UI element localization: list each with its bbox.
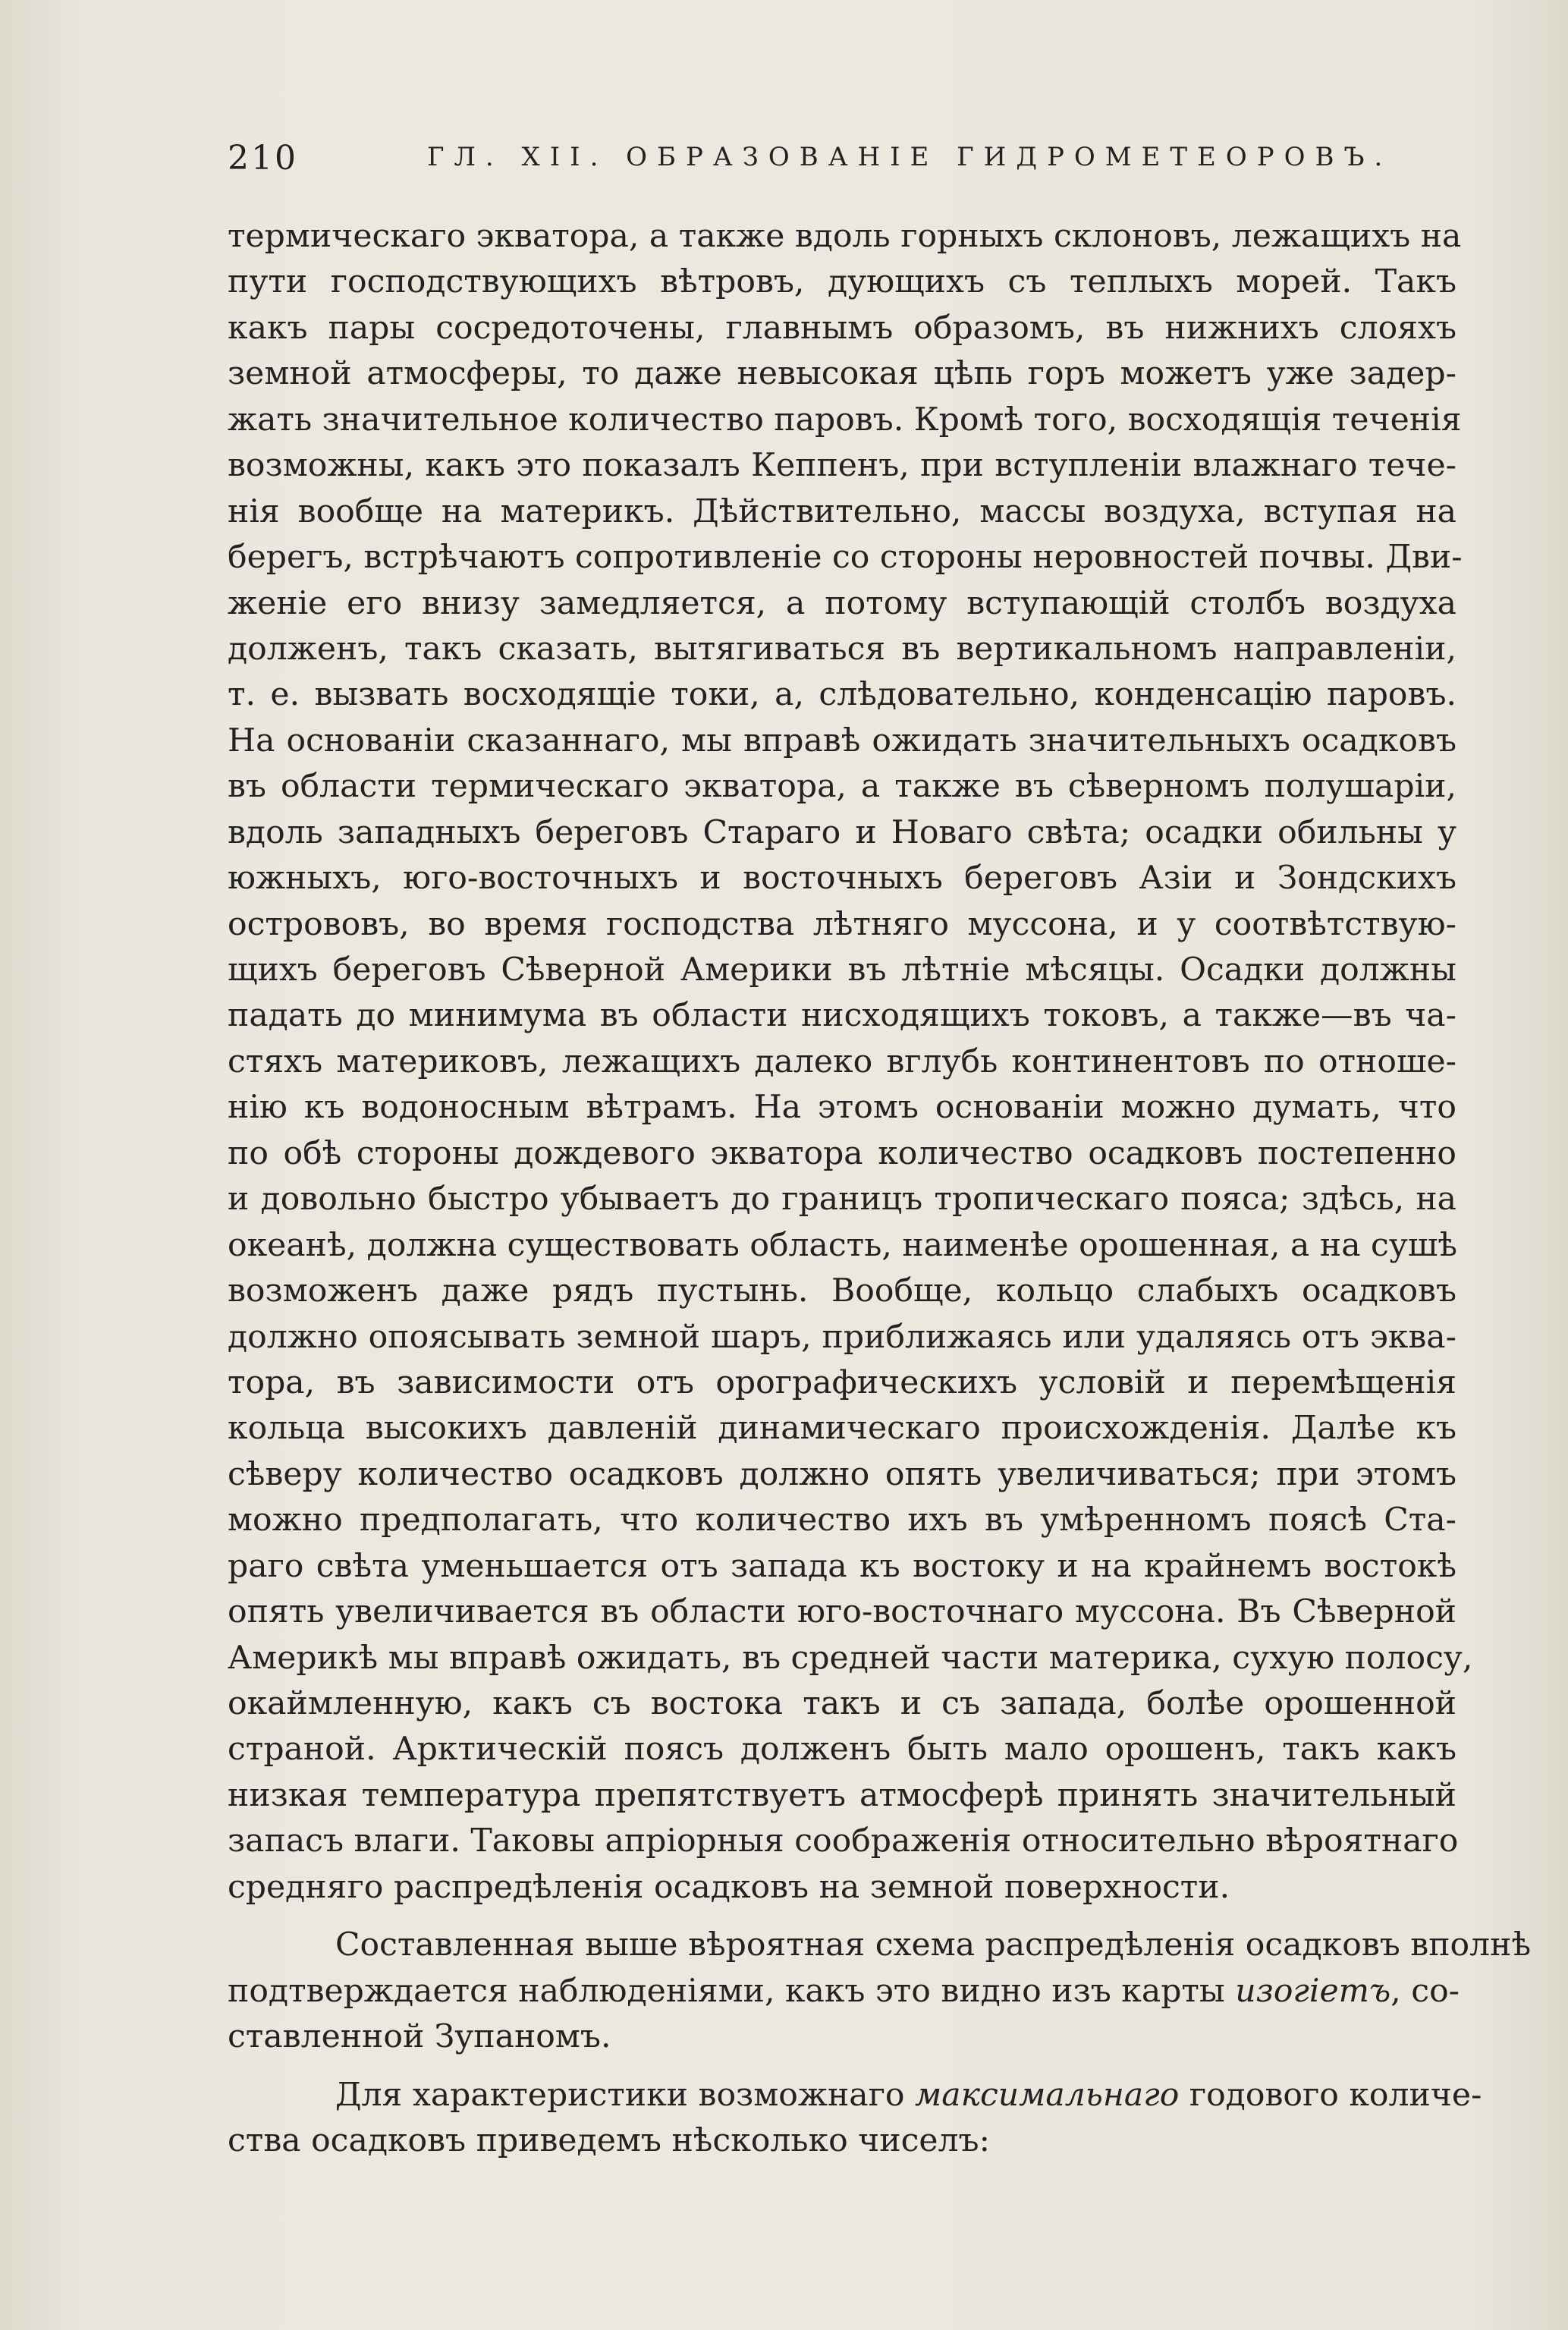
text-line: въ области термическаго экватора, а также въ сѣверномъ полушаріи,	[228, 768, 1456, 806]
text-line: т. е. вызвать восходящіе токи, а, слѣдовательно, конденсацію паровъ.	[228, 676, 1456, 714]
text-line: Составленная выше вѣроятная схема распредѣленія осадковъ вполнѣ	[335, 1926, 1532, 1964]
text-line: На основаніи сказаннаго, мы вправѣ ожидать значительныхъ осадковъ	[228, 722, 1456, 759]
text-line: ставленной Зупаномъ.	[228, 2018, 611, 2056]
text-line: Америкѣ мы вправѣ ожидать, въ средней части материка, сухую полосу,	[228, 1639, 1473, 1677]
text-line: сѣверу количество осадковъ должно опять увеличиваться; при этомъ	[228, 1455, 1456, 1493]
text-span: годового количе-	[1189, 2076, 1482, 2114]
paragraph-2	[228, 1923, 1532, 2060]
text-line: тора, въ зависимости отъ орографическихъ условій и перемѣщенія	[228, 1363, 1456, 1401]
page-number: 210	[228, 139, 298, 178]
text-line: по обѣ стороны дождевого экватора количество осадковъ постепенно	[228, 1134, 1456, 1172]
text-line: жать значительное количество паровъ. Кромѣ того, восходящія теченія	[228, 401, 1462, 439]
text-line: можно предполагать, что количество ихъ въ умѣренномъ поясѣ Ста-	[228, 1501, 1456, 1539]
text-line: пути господствующихъ вѣтровъ, дующихъ съ теплыхъ морей. Такъ	[228, 263, 1456, 301]
text-line: низкая температура препятствуетъ атмосферѣ принять значительный	[228, 1776, 1456, 1814]
text-line: средняго распредѣленія осадковъ на земной поверхности.	[228, 1868, 1230, 1906]
text-line: кольца высокихъ давленій динамическаго происхожденія. Далѣе къ	[228, 1410, 1456, 1448]
text-line: океанѣ, должна существовать область, наименѣе орошенная, а на сушѣ	[228, 1226, 1457, 1264]
text-line: какъ пары сосредоточены, главнымъ образомъ, въ нижнихъ слояхъ	[228, 309, 1456, 347]
page-header	[228, 139, 1456, 184]
text-line: возможенъ даже рядъ пустынь. Вообще, кольцо слабыхъ осадковъ	[228, 1272, 1456, 1310]
text-line: стяхъ материковъ, лежащихъ далеко вглубь континентовъ по отноше-	[228, 1042, 1456, 1080]
text-line: нія вообще на материкъ. Дѣйствительно, массы воздуха, вступая на	[228, 492, 1456, 530]
text-line	[228, 1969, 1460, 2014]
text-line: берегъ, встрѣчаютъ сопротивленіе со стороны неровностей почвы. Дви-	[228, 539, 1463, 577]
text-span: Для характеристики возможнаго	[335, 2076, 905, 2114]
text-line: женіе его внизу замедляется, а потому вступающій столбъ воздуха	[228, 584, 1456, 622]
text-line: термическаго экватора, а также вдоль горныхъ склоновъ, лежащихъ на	[228, 218, 1462, 255]
paragraph-1	[228, 214, 1473, 1910]
text-line: опять увеличивается въ области юго-восточнаго муссона. Въ Сѣверной	[228, 1593, 1456, 1631]
text-line: запасъ влаги. Таковы апріорныя соображенія относительно вѣроятнаго	[228, 1822, 1459, 1860]
text-line: и довольно быстро убываетъ до границъ тропическаго пояса; здѣсь, на	[228, 1181, 1456, 1218]
text-line: раго свѣта уменьшается отъ запада къ востоку и на крайнемъ востокѣ	[228, 1547, 1456, 1585]
text-span: , со-	[1390, 1972, 1460, 2010]
running-head: ГЛ. XII. ОБРАЗОВАНІЕ ГИДРОМЕТЕОРОВЪ.	[427, 142, 1393, 172]
body-text	[228, 214, 1532, 2164]
text-line: долженъ, такъ сказать, вытягиваться въ вертикальномъ направленіи,	[228, 630, 1456, 668]
text-line: вдоль западныхъ береговъ Стараго и Новаго свѣта; осадки обильны у	[228, 813, 1456, 851]
text-line: ства осадковъ приведемъ нѣсколько чиселъ:	[228, 2121, 990, 2159]
text-span: подтверждается наблюденіями, какъ это видно изъ карты	[228, 1972, 1225, 2010]
text-line: падать до минимума въ области нисходящихъ токовъ, а также—въ ча-	[228, 997, 1456, 1035]
text-line: южныхъ, юго-восточныхъ и восточныхъ береговъ Азіи и Зондскихъ	[228, 860, 1456, 898]
text-line: должно опоясывать земной шаръ, приближаясь или удаляясь отъ эква-	[228, 1318, 1456, 1356]
text-line: возможны, какъ это показалъ Кеппенъ, при вступленіи влажнаго тече-	[228, 447, 1456, 485]
text-line: нію къ водоносным вѣтрамъ. На этомъ основаніи можно думать, что	[228, 1089, 1456, 1127]
text-line: земной атмосферы, то даже невысокая цѣпь горъ можетъ уже задер-	[228, 355, 1456, 393]
text-line: щихъ береговъ Сѣверной Америки въ лѣтніе мѣсяцы. Осадки должны	[228, 951, 1456, 989]
text-line: острововъ, во время господства лѣтняго муссона, и у соотвѣтствую-	[228, 905, 1456, 943]
italic-term-isohyets: изогіетъ	[1235, 1972, 1391, 2010]
text-line: страной. Арктическій поясъ долженъ быть мало орошенъ, такъ какъ	[228, 1731, 1456, 1769]
text-line	[228, 2073, 1482, 2118]
paragraph-3	[228, 2073, 1482, 2165]
italic-term-maximal: максимальнаго	[915, 2076, 1180, 2114]
text-line: окаймленную, какъ съ востока такъ и съ запада, болѣе орошенной	[228, 1685, 1456, 1722]
